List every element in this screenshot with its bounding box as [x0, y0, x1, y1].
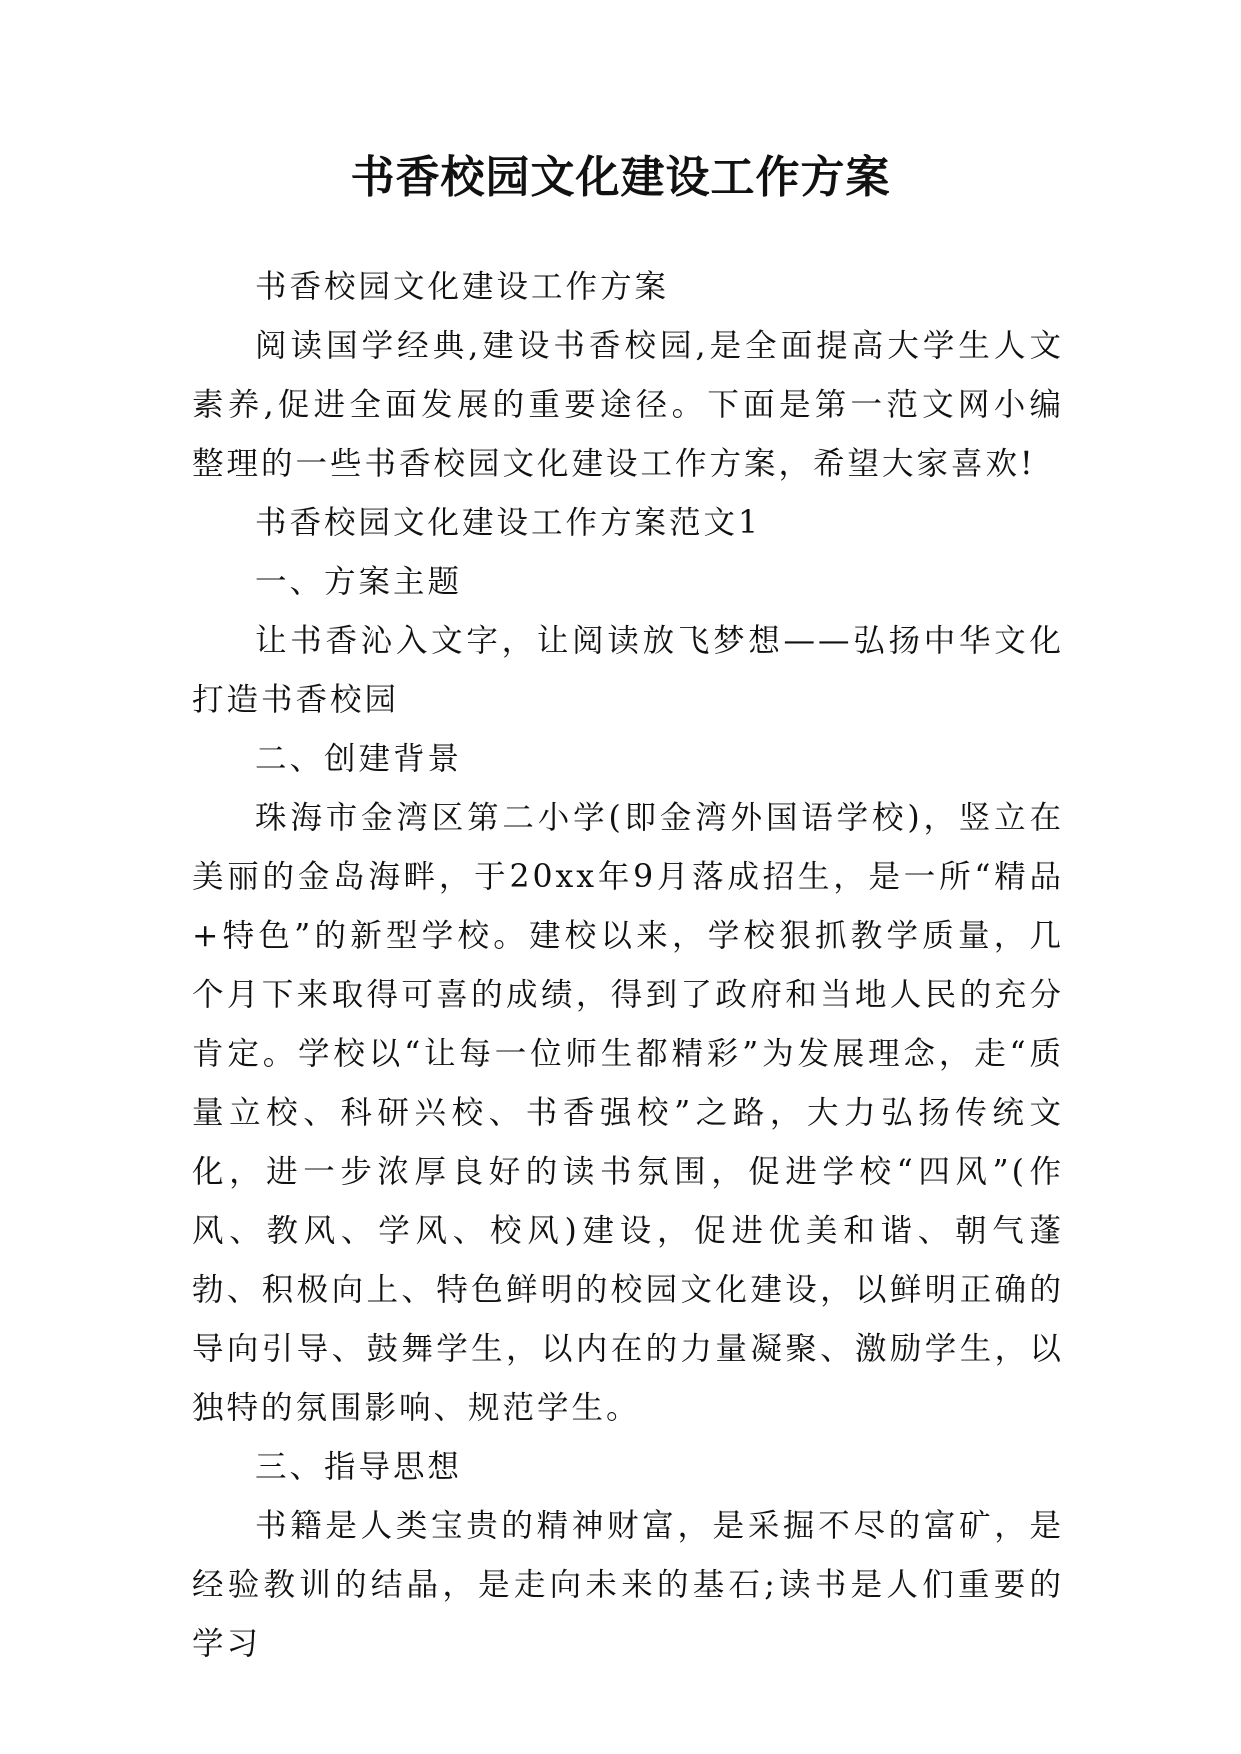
- paragraph-sample-heading: 书香校园文化建设工作方案范文1: [255, 505, 762, 541]
- section-heading-background: 二、创建背景: [255, 741, 463, 777]
- paragraph-subtitle: 书香校园文化建设工作方案: [255, 269, 670, 305]
- paragraph-guiding-ideology: 书籍是人类宝贵的精神财富，是采掘不尽的富矿，是经验教训的结晶，是走向未来的基石;读书是人们重要的学习: [192, 1508, 1064, 1662]
- section-heading-theme: 一、方案主题: [255, 564, 463, 600]
- document-title: 书香校园文化建设工作方案: [350, 152, 891, 203]
- paragraph-intro: 阅读国学经典,建设书香校园,是全面提高大学生人文素养,促进全面发展的重要途径。下面是第一范文网小编整理的一些书香校园文化建设工作方案，希望大家喜欢!: [192, 328, 1064, 482]
- section-heading-guiding-ideology: 三、指导思想: [255, 1449, 463, 1485]
- document-body: [192, 258, 1064, 1674]
- paragraph-background: 珠海市金湾区第二小学(即金湾外国语学校)，竖立在美丽的金岛海畔，于20xx年9月落成招生，是一所“精品+特色”的新型学校。建校以来，学校狠抓教学质量，几个月下来取得可喜的成绩，得到了政府和当地人民的充分肯定。学校以“让每一位师生都精彩”为发展理念，走“质量立校、科研兴校、书香强校”之路，大力弘扬传统文化，进一步浓厚良好的读书氛围，促进学校“四风”(作风、教风、学风、校风)建设，促进优美和谐、朝气蓬勃、积极向上、特色鲜明的校园文化建设，以鲜明正确的导向引导、鼓舞学生，以内在的力量凝聚、激励学生，以独特的氛围影响、规范学生。: [192, 800, 1064, 1426]
- paragraph-theme: 让书香沁入文字，让阅读放飞梦想——弘扬中华文化打造书香校园: [192, 623, 1064, 718]
